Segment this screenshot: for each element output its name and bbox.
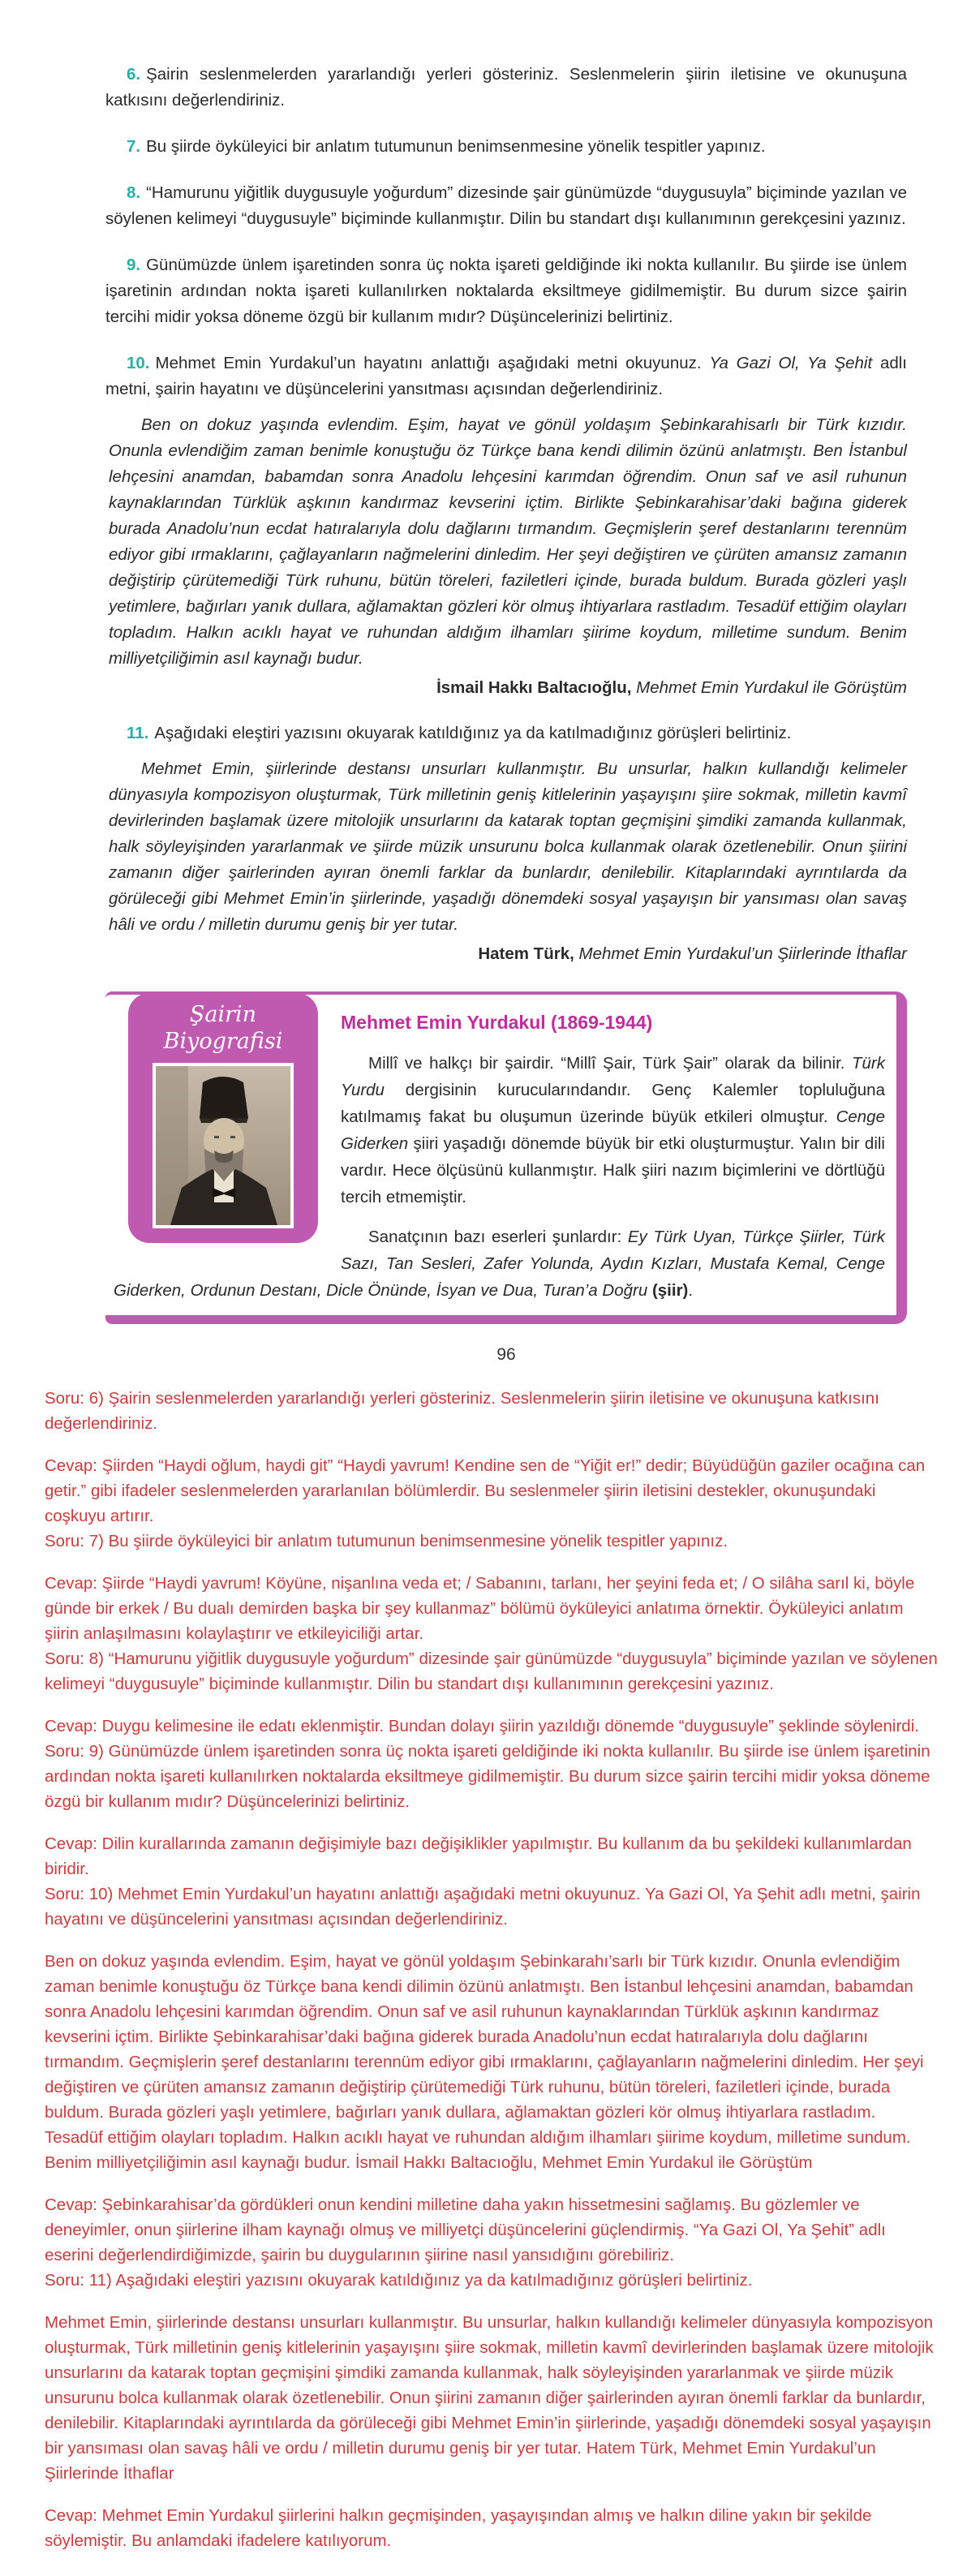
- bio-p1-text: şiiri yaşadığı dönemde büyük bir etki oluşturmuştur. Yalın bir dili vardır. Hece ölçüsünü kullanmıştır. Halk şiiri nazım biçimlerini ve dörtlüğü tercih etmemiştir.: [341, 1134, 885, 1206]
- question-7: [105, 134, 907, 160]
- interview-passage: Ben on dokuz yaşında evlendim. Eşim, hayat ve gönül yoldaşım Şebinkarahisarlı bir Türk kızıdır. Onunla evlendiğim zaman benimle konuştuğu öz Türkçe bana kendi dilimin özünü anlatmıştı. Ben İstanbul lehçesini anamdan, babamdan sonra Anadolu lehçesini karımdan öğrendim. Onun saf ve asil ruhunun kaynaklarından Türklük aşkının kandırmaz kevserini içtim. Birlikte Şebinkarahisar’daki bağına giderek burada Anadolu’nun ecdat hatıralarıyla dolu dağlarını tırmandım. Geçmişlerin şeref destanlarını terennüm ediyor gibi ırmaklarını, çağlayanların nağmelerini dinledim. Her şeyi değiştiren ve çürüten amansız zamanın değiştirip çürütemediği Türk ruhunu, bütün töreleri, faziletleri içinde, burada buldum. Burada gözleri yaşlı yetimlere, bağırları yanık dullara, ağlamaktan gözleri kör olmuş ihtiyarlara rastladım. Tesadüf ettiğim olayları topladım. Halkın acıklı hayat ve ruhundan aldığım ilhamları şiirime koydum, milletime sundum. Benim milliyetçiliğimin asıl kaynağı budur.: [109, 415, 907, 668]
- question-9-number: 9.: [127, 256, 141, 274]
- bio-p2-text: .: [688, 1281, 694, 1300]
- qa-question-7: Soru: 7) Bu şiirde öyküleyici bir anlatım tutumunun benimsenmesine yönelik tespitler yapınız.: [45, 1532, 728, 1550]
- question-6-text: Şairin seslenmelerden yararlandığı yerleri gösteriniz. Seslenmelerin şiirin iletisine ve okunuşuna katkısını değerlendiriniz.: [105, 65, 907, 110]
- question-10-text: Mehmet Emin Yurdakul’un hayatını anlattığı aşağıdaki metni okuyunuz.: [155, 354, 710, 372]
- question-6-number: 6.: [127, 65, 141, 84]
- qa-answer-8: Cevap: Duygu kelimesine ile edatı eklenmiştir. Bundan dolayı şiirin yazıldığı dönemde “duygusuyle” şeklinde söylenirdi.: [45, 1717, 919, 1735]
- qa-question-6: Soru: 6) Şairin seslenmelerden yararlandığı yerleri gösteriniz. Seslenmelerin şiirin iletisine ve okunuşuna katkısını değerlendiriniz.: [45, 1389, 879, 1433]
- question-9: [105, 252, 907, 330]
- qa-question-11: Soru: 11) Aşağıdaki eleştiri yazısını okuyarak katıldığınız ya da katılmadığınız görüşleri belirtiniz.: [45, 2271, 753, 2290]
- question-7-number: 7.: [127, 137, 141, 156]
- bio-p1-work-title: Cenge Giderken: [341, 1107, 885, 1153]
- qa-answer-11: Cevap: Mehmet Emin Yurdakul şiirlerini halkın geçmişinden, yaşayışından almış ve halkın diline yakın bir şekilde söylemiştir. Bu anlamdaki ifadelere katılıyorum.: [45, 2506, 872, 2550]
- question-9-text: Günümüzde ünlem işaretinden sonra üç nokta işareti geldiğinde iki nokta kullanılır. Bu şiirde ise ünlem işaretinin ardından nokta işareti kullanılırken noktalarda eksiltmeye gidilmemiştir. Bu durum sizce şairin tercihi midir yoksa döneme özgü bir kullanım mıdır? Düşüncelerinizi belirtiniz.: [105, 256, 907, 326]
- qa-quoted-passage-criticism: Mehmet Emin, şiirlerinde destansı unsurları kullanmıştır. Bu unsurlar, halkın kullandığı kelimeler dünyasıyla kompozisyon oluşturmak, Türk milletinin geniş kitlelerinin yaşayışını şiire sokmak, milletin kavmî devirlerinden başlamak üzere mitolojik unsurlarını da katarak toptan geçmişini şimdiki zamanda kullanmak, halk söyleyişinden yararlanmak ve şiirde müzik unsurunu bolca kullanmak olarak özetlenebilir. Onun şiirini zamanın diğer şairlerinden ayıran önemli farklar da bunlardır, denilebilir. Kitaplarındaki ayrıntılarda da görüleceği gibi Mehmet Emin’in şiirlerinde, yaşadığı dönemdeki sosyal yaşayışın bir yansıması olan savaş hâli ve ordu / milletin durumu geniş bir yer tutar. Hatem Türk, Mehmet Emin Yurdakul’un Şiirlerinde İthaflar: [45, 2313, 934, 2483]
- poet-biography-box: [105, 991, 907, 1324]
- question-11-text: Aşağıdaki eleştiri yazısını okuyarak katıldığınız ya da katılmadığınız görüşleri belirtiniz.: [154, 724, 792, 742]
- question-10-work-title: Ya Gazi Ol, Ya Şehit: [709, 354, 873, 372]
- question-10-text-end: adlı metni, şairin hayatını ve düşüncelerini yansıtması açısından değerlendiriniz.: [105, 354, 908, 398]
- poet-portrait-photo: [153, 1063, 294, 1228]
- biography-tab-title-line2: Biyografisi: [163, 1029, 283, 1054]
- qa-question-10: Soru: 10) Mehmet Emin Yurdakul’un hayatını anlattığı aşağıdaki metni okuyunuz. Ya Gazi Ol, Ya Şehit adlı metni, şairin hayatını ve düşüncelerini yansıtması açısından değerlendiriniz.: [45, 1885, 921, 1929]
- bio-p1-text: Millî ve halkçı bir şairdir. “Millî Şair, Türk Şair” olarak da bilinir.: [368, 1054, 852, 1073]
- question-11: [105, 720, 907, 746]
- bio-p2-works-list: Ey Türk Uyan, Türkçe Şiirler, Türk Sazı, Tan Sesleri, Zafer Yolunda, Aydın Kızları, Mustafa Kemal, Cenge Giderken, Ordunun Destanı, Dicle Önünde, İsyan ve Dua, Turan’a Doğru: [114, 1228, 886, 1300]
- criticism-passage: Mehmet Emin, şiirlerinde destansı unsurları kullanmıştır. Bu unsurlar, halkın kullandığı kelimeler dünyasıyla kompozisyon oluşturmak, Türk milletinin geniş kitlelerinin yaşayışını şiire sokmak, milletin kavmî devirlerinden başlamak üzere mitolojik unsurlarını da katarak toptan geçmişini şimdiki zamanda kullanmak, halk söyleyişinden yararlanmak ve şiirde müzik unsurunu bolca kullanmak olarak özetlenebilir. Onun şiirini zamanın diğer şairlerinden ayıran önemli farklar da bunlardır, denilebilir. Kitaplarındaki ayrıntılarda da görüleceği gibi Mehmet Emin’in şiirlerinde, yaşadığı dönemdeki sosyal yaşayışın bir yansıması olan savaş hâli ve ordu / milletin durumu geniş bir yer tutar.: [109, 759, 907, 934]
- qa-question-8: Soru: 8) “Hamurunu yiğitlik duygusuyle yoğurdum” dizesinde şair günümüzde “duygusuyla” biçiminde yazılan ve söylenen kelimeyi “duygusuyle” biçiminde kullanmıştır. Dilin bu standart dışı kullanımının gerekçesini yazınız.: [45, 1649, 938, 1693]
- attribution-work: Mehmet Emin Yurdakul’un Şiirlerinde İthaflar: [574, 944, 907, 963]
- qa-question-9: Soru: 9) Günümüzde ünlem işaretinden sonra üç nokta işareti geldiğinde iki nokta kullanılır. Bu şiirde ise ünlem işaretinin ardından nokta işareti kullanılırken noktalarda eksiltmeye gidilmemiştir. Bu durum sizce şairin tercihi midir yoksa döneme özgü bir kullanım mıdır? Düşüncelerinizi belirtiniz.: [45, 1742, 930, 1811]
- bio-p2-text: Sanatçının bazı eserleri şunlardır:: [368, 1228, 628, 1246]
- biography-tab-title-line1: Şairin: [189, 1002, 257, 1027]
- qa-answer-9: Cevap: Dilin kurallarında zamanın değişimiyle bazı değişiklikler yapılmıştır. Bu kullanım da bu şekildeki kullanımlardan biridir.: [45, 1834, 912, 1878]
- qa-answer-7: Cevap: Şiirde “Haydi yavrum! Köyüne, nişanlına veda et; / Sabanını, tarlanı, her şeyini feda et; / O silâha sarıl ki, böyle günde bir erkek / Bu dualı demirden başka bir şey kullanmaz” bölümü öyküleyici anlatıma örnektir. Öyküleyici anlatım şiirin anlaşılmasını kolaylaştırır ve etkileyiciliği artar.: [45, 1574, 915, 1643]
- qa-answer-6: Cevap: Şiirden “Haydi oğlum, haydi git” “Haydi yavrum! Kendine sen de “Yiğit er!” dedir; Büyüdüğün gaziler ocağına can getir.” gibi ifadeler seslenmelerden yararlanılan bölümlerdir. Bu seslenmeler şiirin iletisini destekler, okunuşundaki coşkuyu artırır.: [45, 1456, 926, 1525]
- page-number: 96: [496, 1345, 516, 1364]
- question-11-number: 11.: [127, 724, 149, 742]
- interview-attribution: [105, 675, 907, 701]
- question-10: [105, 350, 907, 402]
- question-10-number: 10.: [127, 354, 150, 372]
- question-8: [105, 180, 907, 232]
- qa-answer-10: Cevap: Şebinkarahisar’da gördükleri onun kendini milletine daha yakın hissetmesini sağlamış. Bu gözlemler ve deneyimler, onun şiirlerine ilham kaynağı olmuş ve milliyetçi düşüncelerini güçlendirmiş. “Ya Gazi Ol, Ya Şehit” adlı eserini değerlendirdiğimizde, şairin bu duygularının şiirine nasıl yansıdığını görebiliriz.: [45, 2195, 886, 2264]
- answers-section: [0, 1381, 954, 2576]
- biography-tab: [128, 993, 318, 1243]
- bio-p1-text: dergisinin kurucularındandır. Genç Kalemler topluluğuna katılmamış fakat bu oluşumun üzerinde büyük etkileri olmuştur.: [341, 1081, 885, 1126]
- biography-heading: Mehmet Emin Yurdakul (1869-1944): [341, 1012, 653, 1033]
- attribution-author: Hatem Türk,: [478, 944, 574, 963]
- bio-p1-work-title: Türk Yurdu: [341, 1054, 885, 1099]
- attribution-work: Mehmet Emin Yurdakul ile Görüştüm: [631, 678, 907, 697]
- question-8-number: 8.: [127, 183, 141, 202]
- qa-quoted-passage-interview: Ben on dokuz yaşında evlendim. Eşim, hayat ve gönül yoldaşım Şebinkarahı’sarlı bir Türk kızıdır. Onunla evlendiğim zaman benimle konuştuğu öz Türkçe bana kendi dilimin özünü anlatmıştı. Ben İstanbul lehçesini anamdan, babamdan sonra Anadolu lehçesini karımdan öğrendim. Onun saf ve asil ruhunun kaynaklarından Türklük aşkının kandırmaz kevserini içtim. Birlikte Şebinkarahisar’daki bağına giderek burada Anadolu’nun ecdat hatıralarıyla dolu dağlarını tırmandım. Geçmişlerin şeref destanlarını terennüm ediyor gibi ırmaklarını, çağlayanların nağmelerini dinledim. Her şeyi değiştiren ve çürüten amansız zamanın değiştirip çürütemediği Türk ruhunu, bütün töreleri, faziletleri içinde, burada buldum. Burada gözleri yaşlı yetimlere, bağırları yanık dullara, ağlamaktan gözleri kör olmuş ihtiyarlara rastladım. Tesadüf ettiğim olayları topladım. Halkın acıklı hayat ve ruhundan aldığım ilhamları şiirime koydum, milletime sundum. Benim milliyetçiliğimin asıl kaynağı budur. İsmail Hakkı Baltacıoğlu, Mehmet Emin Yurdakul ile Görüştüm: [45, 1952, 924, 2172]
- criticism-attribution: [105, 941, 907, 967]
- bio-p2-genre: (şiir): [647, 1281, 689, 1300]
- attribution-author: İsmail Hakkı Baltacıoğlu,: [436, 678, 632, 697]
- question-7-text: Bu şiirde öyküleyici bir anlatım tutumunun benimsenmesine yönelik tespitler yapınız.: [146, 137, 766, 156]
- question-6: [105, 62, 907, 114]
- question-8-text: “Hamurunu yiğitlik duygusuyle yoğurdum” dizesinde şair günümüzde “duygusuyla” biçiminde yazılan ve söylenen kelimeyi “duygusuyle” biçiminde kullanmıştır. Dilin bu standart dışı kullanımının gerekçesini yazınız.: [105, 183, 907, 228]
